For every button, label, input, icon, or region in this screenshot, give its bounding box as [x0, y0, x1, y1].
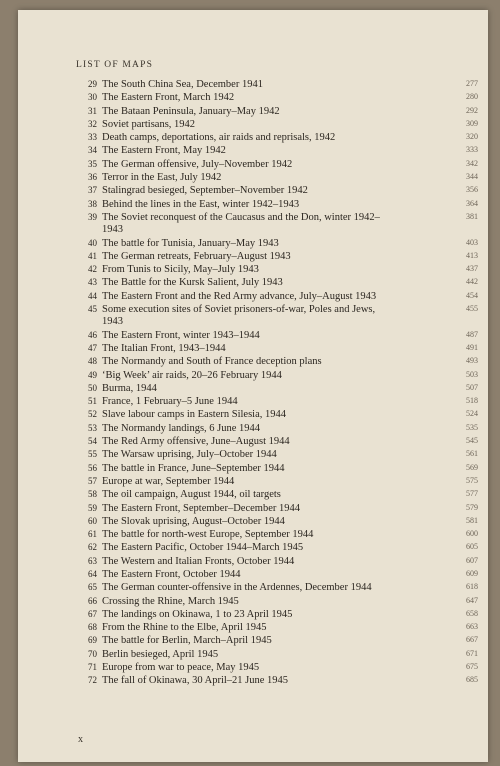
- map-number: 65: [88, 582, 97, 593]
- map-title: The German retreats, February–August 1943: [102, 250, 291, 262]
- page-number: 493: [466, 356, 478, 366]
- map-title: The German counter-offensive in the Ardennes, December 1944: [102, 582, 372, 594]
- page-number: 607: [466, 555, 478, 565]
- map-title: The Eastern Front and the Red Army advance, July–August 1943: [102, 290, 377, 302]
- list-item: [88, 422, 478, 435]
- list-item: [88, 118, 478, 131]
- map-number: 33: [88, 132, 97, 143]
- list-item: [88, 105, 478, 118]
- map-title: Terror in the East, July 1942: [102, 172, 222, 184]
- map-number: 54: [88, 436, 97, 447]
- page-number: 280: [466, 92, 478, 102]
- list-item: [88, 198, 478, 211]
- map-number: 46: [88, 329, 97, 340]
- map-title-continuation: 1943: [102, 316, 123, 328]
- page-number: 442: [466, 277, 478, 287]
- map-number: 51: [88, 396, 97, 407]
- page-number: 609: [466, 568, 478, 578]
- list-item: [88, 595, 478, 608]
- map-number: 62: [88, 542, 97, 553]
- map-number: 52: [88, 409, 97, 420]
- list-item: [88, 608, 478, 621]
- map-number: 60: [88, 515, 97, 526]
- map-list: [88, 78, 478, 688]
- page-number: 675: [466, 662, 478, 672]
- list-item: [88, 634, 478, 647]
- list-item: [88, 395, 478, 408]
- page-number: 663: [466, 622, 478, 632]
- map-title: The Eastern Front, May 1942: [102, 145, 226, 157]
- list-item: [88, 515, 478, 528]
- page-number: 413: [466, 250, 478, 260]
- page-number: 579: [466, 502, 478, 512]
- page-number: 518: [466, 396, 478, 406]
- map-title: From the Rhine to the Elbe, April 1945: [102, 622, 267, 634]
- map-number: 40: [88, 237, 97, 248]
- map-title: The Red Army offensive, June–August 1944: [102, 436, 290, 448]
- page-number: 545: [466, 436, 478, 446]
- list-item: [88, 276, 478, 289]
- map-number: 45: [88, 304, 97, 315]
- list-item: [88, 581, 478, 594]
- page-number: 381: [466, 211, 478, 221]
- list-item: [88, 674, 478, 687]
- book-page: [18, 10, 488, 762]
- page-number: 535: [466, 422, 478, 432]
- map-title: The battle for Tunisia, January–May 1943: [102, 237, 279, 249]
- page-number: 491: [466, 342, 478, 352]
- page-number: 356: [466, 185, 478, 195]
- map-number: 38: [88, 198, 97, 209]
- map-number: 30: [88, 92, 97, 103]
- map-number: 32: [88, 118, 97, 129]
- map-title: The oil campaign, August 1944, oil targets: [102, 489, 281, 501]
- page-number: 524: [466, 409, 478, 419]
- list-item: [88, 211, 478, 237]
- page-number: 577: [466, 489, 478, 499]
- map-title: The Slovak uprising, August–October 1944: [102, 515, 285, 527]
- page-number: 569: [466, 462, 478, 472]
- list-item: [88, 475, 478, 488]
- list-item: [88, 250, 478, 263]
- map-number: 44: [88, 290, 97, 301]
- map-title: The Soviet reconquest of the Caucasus and the Don, winter 1942–: [102, 211, 380, 223]
- map-number: 72: [88, 675, 97, 686]
- page-number: 487: [466, 329, 478, 339]
- map-number: 53: [88, 422, 97, 433]
- map-title: Soviet partisans, 1942: [102, 118, 196, 130]
- map-title: The Eastern Front, September–December 1944: [102, 502, 300, 514]
- map-title: The Normandy and South of France deception plans: [102, 356, 322, 368]
- list-item: [88, 541, 478, 554]
- map-number: 41: [88, 250, 97, 261]
- list-item: [88, 290, 478, 303]
- list-item: [88, 382, 478, 395]
- map-number: 71: [88, 662, 97, 673]
- map-number: 48: [88, 356, 97, 367]
- list-item: [88, 303, 478, 329]
- list-item: [88, 158, 478, 171]
- map-title-continuation: 1943: [102, 224, 123, 236]
- list-item: [88, 448, 478, 461]
- page-number: 342: [466, 158, 478, 168]
- page-number: 618: [466, 582, 478, 592]
- map-number: 67: [88, 608, 97, 619]
- map-title: Burma, 1944: [102, 382, 157, 394]
- list-item: [88, 648, 478, 661]
- page-number: 292: [466, 105, 478, 115]
- page-number: 503: [466, 369, 478, 379]
- map-number: 31: [88, 105, 97, 116]
- map-number: 35: [88, 158, 97, 169]
- map-title: The Warsaw uprising, July–October 1944: [102, 449, 277, 461]
- map-number: 61: [88, 529, 97, 540]
- map-number: 69: [88, 635, 97, 646]
- list-item: [88, 144, 478, 157]
- map-title: The German offensive, July–November 1942: [102, 158, 293, 170]
- map-number: 39: [88, 211, 97, 222]
- map-number: 47: [88, 342, 97, 353]
- page-number: 309: [466, 118, 478, 128]
- map-number: 37: [88, 185, 97, 196]
- map-title: Stalingrad besieged, September–November 1942: [102, 185, 308, 197]
- page-number: 507: [466, 382, 478, 392]
- map-number: 64: [88, 568, 97, 579]
- list-item: [88, 408, 478, 421]
- map-number: 70: [88, 648, 97, 659]
- map-number: 68: [88, 622, 97, 633]
- list-item: [88, 435, 478, 448]
- map-number: 49: [88, 369, 97, 380]
- map-number: 36: [88, 172, 97, 183]
- page-number: 364: [466, 198, 478, 208]
- map-number: 57: [88, 475, 97, 486]
- page-number: 600: [466, 529, 478, 539]
- page-number: 277: [466, 79, 478, 88]
- page-number: 581: [466, 515, 478, 525]
- list-item: [88, 131, 478, 144]
- page-number: 333: [466, 145, 478, 155]
- page-number: 685: [466, 675, 478, 685]
- map-title: The Eastern Front, March 1942: [102, 92, 235, 104]
- map-title: The Normandy landings, 6 June 1944: [102, 422, 261, 434]
- map-title: Some execution sites of Soviet prisoners-of-war, Poles and Jews,: [102, 304, 376, 316]
- map-title: The South China Sea, December 1941: [102, 79, 263, 90]
- map-title: The fall of Okinawa, 30 April–21 June 1945: [102, 675, 289, 687]
- map-title: Crossing the Rhine, March 1945: [102, 595, 239, 607]
- map-title: The battle in France, June–September 1944: [102, 462, 285, 474]
- list-item: [88, 369, 478, 382]
- list-item: [88, 263, 478, 276]
- page-number: 454: [466, 290, 478, 300]
- map-number: 50: [88, 382, 97, 393]
- map-title: Europe from war to peace, May 1945: [102, 662, 260, 674]
- map-number: 59: [88, 502, 97, 513]
- map-number: 63: [88, 555, 97, 566]
- list-item: [88, 342, 478, 355]
- list-item: [88, 555, 478, 568]
- page-folio: x: [78, 734, 83, 745]
- page-number: 437: [466, 264, 478, 274]
- map-number: 55: [88, 449, 97, 460]
- page-number: 403: [466, 237, 478, 247]
- map-number: 29: [88, 79, 97, 89]
- map-title: The Western and Italian Fronts, October 1944: [102, 555, 295, 567]
- list-item: [88, 329, 478, 342]
- list-item: [88, 184, 478, 197]
- page-number: 605: [466, 542, 478, 552]
- map-title: Behind the lines in the East, winter 1942–1943: [102, 198, 300, 210]
- list-item: [88, 488, 478, 501]
- map-number: 58: [88, 489, 97, 500]
- list-item: [88, 502, 478, 515]
- map-number: 43: [88, 277, 97, 288]
- map-number: 42: [88, 264, 97, 275]
- list-item: [88, 171, 478, 184]
- list-item: [88, 237, 478, 250]
- map-title: ‘Big Week’ air raids, 20–26 February 1944: [102, 369, 282, 381]
- map-title: The Eastern Pacific, October 1944–March 1945: [102, 542, 304, 554]
- page-number: 671: [466, 648, 478, 658]
- map-title: From Tunis to Sicily, May–July 1943: [102, 264, 259, 276]
- list-item: [88, 621, 478, 634]
- map-title: Berlin besieged, April 1945: [102, 648, 219, 660]
- list-item: [88, 91, 478, 104]
- page-number: 667: [466, 635, 478, 645]
- map-title: Death camps, deportations, air raids and reprisals, 1942: [102, 132, 336, 144]
- running-head: LIST OF MAPS: [76, 60, 154, 70]
- page-number: 344: [466, 172, 478, 182]
- map-title: The landings on Okinawa, 1 to 23 April 1945: [102, 608, 293, 620]
- map-title: The Eastern Front, winter 1943–1944: [102, 329, 260, 341]
- list-item: [88, 462, 478, 475]
- map-title: The Bataan Peninsula, January–May 1942: [102, 105, 280, 117]
- map-number: 66: [88, 595, 97, 606]
- page-number: 647: [466, 595, 478, 605]
- page-number: 658: [466, 608, 478, 618]
- map-title: The battle for north-west Europe, September 1944: [102, 529, 314, 541]
- map-title: The Eastern Front, October 1944: [102, 568, 241, 580]
- map-title: The Battle for the Kursk Salient, July 1943: [102, 277, 283, 289]
- list-item: [88, 528, 478, 541]
- page-number: 455: [466, 304, 478, 314]
- map-number: 56: [88, 462, 97, 473]
- map-title: The Italian Front, 1943–1944: [102, 342, 226, 354]
- list-item: [88, 568, 478, 581]
- map-title: Slave labour camps in Eastern Silesia, 1944: [102, 409, 287, 421]
- map-number: 34: [88, 145, 97, 156]
- map-title: France, 1 February–5 June 1944: [102, 396, 238, 408]
- page-number: 561: [466, 449, 478, 459]
- map-title: The battle for Berlin, March–April 1945: [102, 635, 272, 647]
- map-title: Europe at war, September 1944: [102, 475, 235, 487]
- list-item: [88, 661, 478, 674]
- page-number: 320: [466, 132, 478, 142]
- list-item: [88, 78, 478, 91]
- list-item: [88, 355, 478, 368]
- page-number: 575: [466, 475, 478, 485]
